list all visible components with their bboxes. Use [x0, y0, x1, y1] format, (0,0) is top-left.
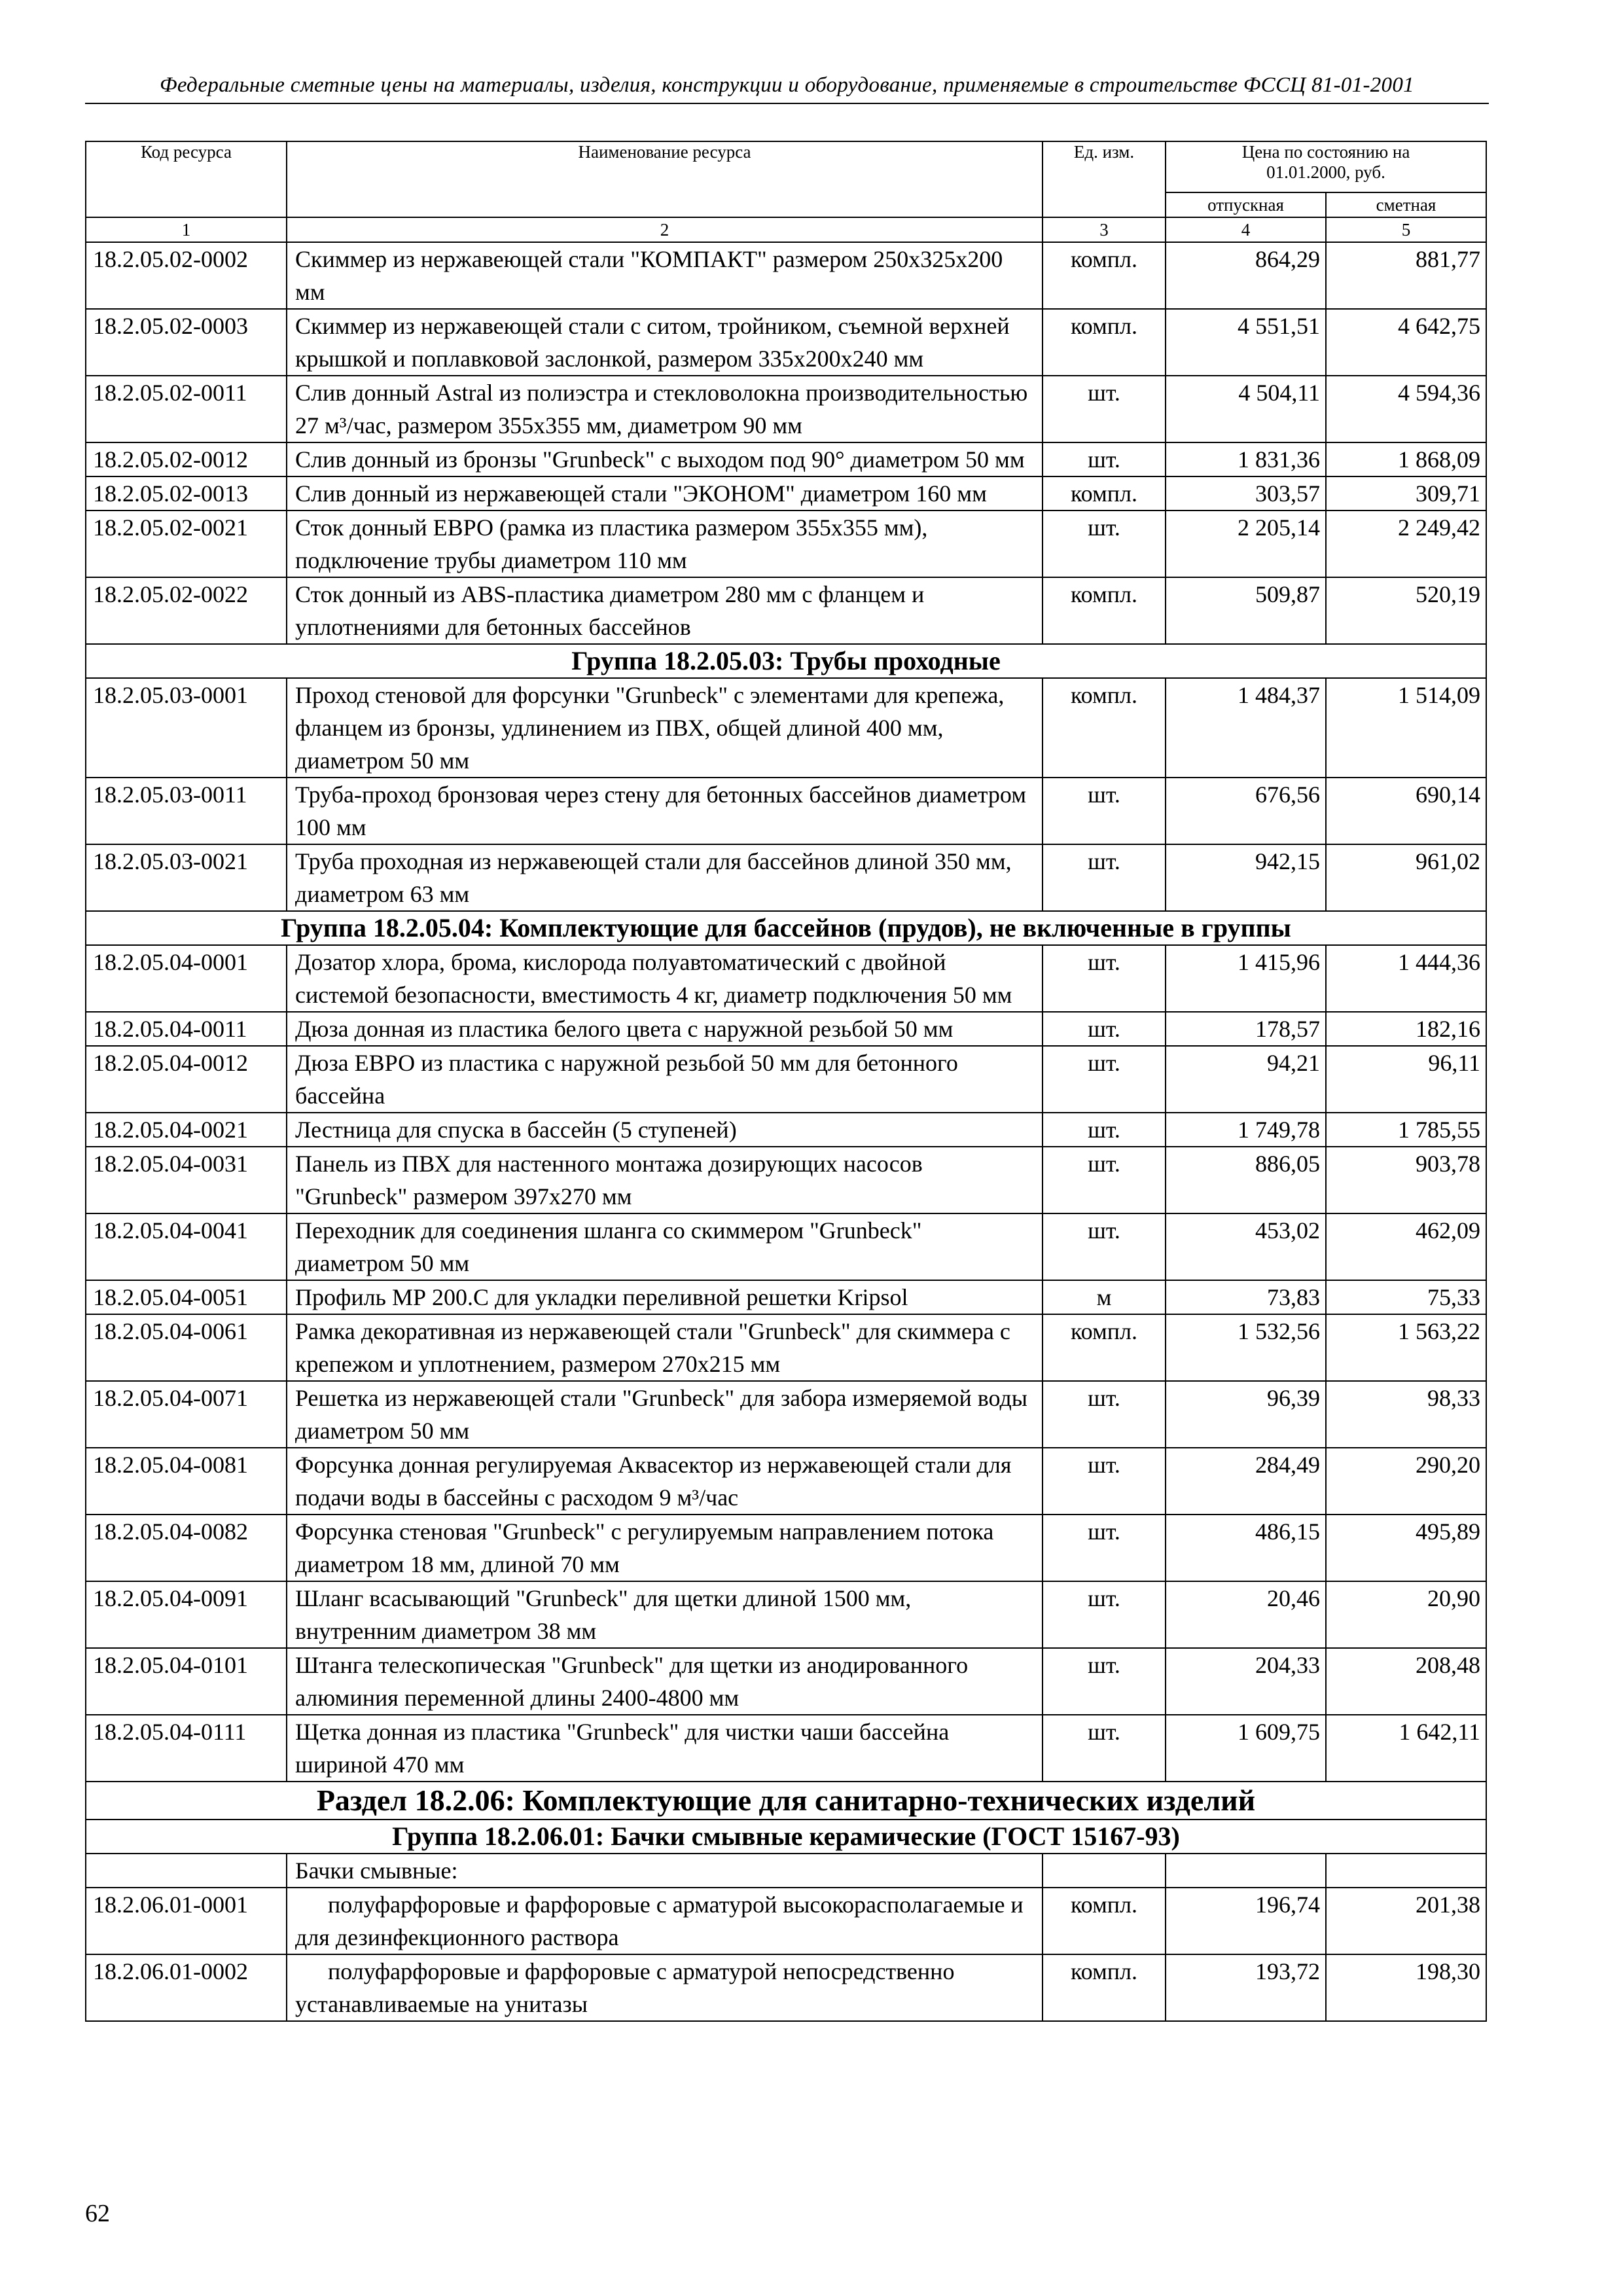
- resource-name: Сток донный из ABS-пластика диаметром 280 мм с фланцем и уплотнениями для бетонных бассейнов: [287, 577, 1043, 644]
- release-price: 453,02: [1166, 1213, 1326, 1280]
- table-row: [86, 1381, 1486, 1448]
- resource-name: Форсунка донная регулируемая Аквасектор из нержавеющей стали для подачи воды в бассейны с расходом 9 м³/час: [287, 1448, 1043, 1515]
- unit-of-measure: шт.: [1043, 1381, 1166, 1448]
- resource-name: Переходник для соединения шланга со скиммером "Grunbeck" диаметром 50 мм: [287, 1213, 1043, 1280]
- unit-of-measure: шт.: [1043, 1581, 1166, 1648]
- empty-cell: [1043, 1854, 1166, 1888]
- table-row: [86, 511, 1486, 577]
- col-header-release: отпускная: [1166, 192, 1326, 217]
- release-price: 1 831,36: [1166, 442, 1326, 476]
- resource-code: 18.2.05.04-0071: [86, 1381, 287, 1448]
- resource-name: Решетка из нержавеющей стали "Grunbeck" для забора измеряемой воды диаметром 50 мм: [287, 1381, 1043, 1448]
- resource-name: Рамка декоративная из нержавеющей стали "Grunbeck" для скиммера с крепежом и уплотнением, размером 270x215 мм: [287, 1314, 1043, 1381]
- resource-code: 18.2.05.02-0002: [86, 242, 287, 309]
- table-row: [86, 678, 1486, 778]
- resource-name: Труба-проход бронзовая через стену для бетонных бассейнов диаметром 100 мм: [287, 778, 1043, 844]
- unit-of-measure: шт.: [1043, 1213, 1166, 1280]
- unit-of-measure: м: [1043, 1280, 1166, 1314]
- table-row: [86, 1213, 1486, 1280]
- estimate-price: 690,14: [1326, 778, 1486, 844]
- resource-name: Шланг всасывающий "Grunbeck" для щетки длиной 1500 мм, внутренним диаметром 38 мм: [287, 1581, 1043, 1648]
- resource-code: 18.2.05.04-0101: [86, 1648, 287, 1715]
- table-row: [86, 1314, 1486, 1381]
- resource-name: Сток донный ЕВРО (рамка из пластика размером 355x355 мм), подключение трубы диаметром 110 мм: [287, 511, 1043, 577]
- resource-name: Дюза ЕВРО из пластика с наружной резьбой 50 мм для бетонного бассейна: [287, 1046, 1043, 1113]
- unit-of-measure: шт.: [1043, 1012, 1166, 1046]
- estimate-price: 290,20: [1326, 1448, 1486, 1515]
- resource-code: 18.2.05.03-0021: [86, 844, 287, 911]
- unit-of-measure: компл.: [1043, 309, 1166, 376]
- resource-code: 18.2.05.02-0022: [86, 577, 287, 644]
- resource-code: 18.2.06.01-0002: [86, 1954, 287, 2021]
- table-row: [86, 1715, 1486, 1782]
- resource-code: 18.2.05.04-0012: [86, 1046, 287, 1113]
- unit-of-measure: шт.: [1043, 1715, 1166, 1782]
- unit-of-measure: компл.: [1043, 678, 1166, 778]
- table-row: [86, 1113, 1486, 1147]
- release-price: 1 415,96: [1166, 945, 1326, 1012]
- release-price: 509,87: [1166, 577, 1326, 644]
- release-price: 204,33: [1166, 1648, 1326, 1715]
- col-number: 3: [1043, 217, 1166, 242]
- group-heading-row: [86, 1820, 1486, 1854]
- resource-code: 18.2.05.04-0011: [86, 1012, 287, 1046]
- table-row: [86, 945, 1486, 1012]
- estimate-price: 75,33: [1326, 1280, 1486, 1314]
- running-header: Федеральные сметные цены на материалы, изделия, конструкции и оборудование, применяемые в строительстве ФССЦ 81-01-2001: [85, 73, 1489, 104]
- section-title: Раздел 18.2.06: Комплектующие для санитарно-технических изделий: [86, 1782, 1486, 1820]
- table-row: [86, 1012, 1486, 1046]
- table-row: [86, 844, 1486, 911]
- unit-of-measure: шт.: [1043, 511, 1166, 577]
- release-price: 96,39: [1166, 1381, 1326, 1448]
- resource-name: Слив донный из нержавеющей стали "ЭКОНОМ" диаметром 160 мм: [287, 476, 1043, 511]
- release-price: 193,72: [1166, 1954, 1326, 2021]
- resource-name: Форсунка стеновая "Grunbeck" с регулируемым направлением потока диаметром 18 мм, длиной 70 мм: [287, 1515, 1043, 1581]
- resource-code: 18.2.05.02-0013: [86, 476, 287, 511]
- resource-name: Панель из ПВХ для настенного монтажа дозирующих насосов "Grunbeck" размером 397x270 мм: [287, 1147, 1043, 1213]
- resource-code: 18.2.06.01-0001: [86, 1888, 287, 1954]
- unit-of-measure: шт.: [1043, 1448, 1166, 1515]
- resource-code: 18.2.05.04-0082: [86, 1515, 287, 1581]
- resource-name: Слив донный Astral из полиэстра и стекловолокна производительностью 27 м³/час, размером 355x355 мм, диаметром 90 мм: [287, 376, 1043, 442]
- estimate-price: 903,78: [1326, 1147, 1486, 1213]
- resource-name: Штанга телескопическая "Grunbeck" для щетки из анодированного алюминия переменной длины 2400-4800 мм: [287, 1648, 1043, 1715]
- release-price: 4 504,11: [1166, 376, 1326, 442]
- empty-cell: [1326, 1854, 1486, 1888]
- table-row: [86, 1581, 1486, 1648]
- estimate-price: 182,16: [1326, 1012, 1486, 1046]
- release-price: 886,05: [1166, 1147, 1326, 1213]
- col-header-estimate: сметная: [1326, 192, 1486, 217]
- resource-name: Дозатор хлора, брома, кислорода полуавтоматический с двойной системой безопасности, вместимость 4 кг, диаметр подключения 50 мм: [287, 945, 1043, 1012]
- resource-name: Лестница для спуска в бассейн (5 ступеней): [287, 1113, 1043, 1147]
- group-title: Группа 18.2.05.04: Комплектующие для бассейнов (прудов), не включенные в группы: [86, 911, 1486, 945]
- table-row: [86, 442, 1486, 476]
- table-row: [86, 778, 1486, 844]
- resource-name: Слив донный из бронзы "Grunbeck" с выходом под 90° диаметром 50 мм: [287, 442, 1043, 476]
- unit-of-measure: шт.: [1043, 1515, 1166, 1581]
- col-header-name: Наименование ресурса: [287, 141, 1043, 217]
- table-row: [86, 577, 1486, 644]
- estimate-price: 96,11: [1326, 1046, 1486, 1113]
- release-price: 73,83: [1166, 1280, 1326, 1314]
- resource-code: 18.2.05.02-0011: [86, 376, 287, 442]
- estimate-price: 495,89: [1326, 1515, 1486, 1581]
- release-price: 284,49: [1166, 1448, 1326, 1515]
- unit-of-measure: шт.: [1043, 778, 1166, 844]
- estimate-price: 881,77: [1326, 242, 1486, 309]
- resource-name: полуфарфоровые и фарфоровые с арматурой непосредственно устанавливаемые на унитазы: [287, 1954, 1043, 2021]
- resource-code: 18.2.05.04-0081: [86, 1448, 287, 1515]
- release-price: 1 484,37: [1166, 678, 1326, 778]
- resource-name: Скиммер из нержавеющей стали "КОМПАКТ" размером 250x325x200 мм: [287, 242, 1043, 309]
- table-row: [86, 309, 1486, 376]
- resource-code: 18.2.05.04-0111: [86, 1715, 287, 1782]
- estimate-price: 1 563,22: [1326, 1314, 1486, 1381]
- estimate-price: 98,33: [1326, 1381, 1486, 1448]
- unit-of-measure: компл.: [1043, 1954, 1166, 2021]
- resource-code: 18.2.05.04-0091: [86, 1581, 287, 1648]
- col-header-price: Цена по состоянию на 01.01.2000, руб.: [1166, 141, 1486, 192]
- resource-code: 18.2.05.02-0003: [86, 309, 287, 376]
- table-row: [86, 1648, 1486, 1715]
- release-price: 942,15: [1166, 844, 1326, 911]
- col-number: 4: [1166, 217, 1326, 242]
- unit-of-measure: компл.: [1043, 242, 1166, 309]
- estimate-price: 20,90: [1326, 1581, 1486, 1648]
- table-row: [86, 476, 1486, 511]
- subheading-text: Бачки смывные:: [287, 1854, 1043, 1888]
- estimate-price: 961,02: [1326, 844, 1486, 911]
- estimate-price: 1 444,36: [1326, 945, 1486, 1012]
- resource-code: 18.2.05.04-0021: [86, 1113, 287, 1147]
- resource-code: 18.2.05.02-0021: [86, 511, 287, 577]
- unit-of-measure: шт.: [1043, 1046, 1166, 1113]
- resource-name: Труба проходная из нержавеющей стали для бассейнов длиной 350 мм, диаметром 63 мм: [287, 844, 1043, 911]
- resource-code: 18.2.05.04-0031: [86, 1147, 287, 1213]
- price-table: [85, 141, 1487, 2022]
- resource-name: Проход стеновой для форсунки "Grunbeck" с элементами для крепежа, фланцем из бронзы, удлинением из ПВХ, общей длиной 400 мм, диаметром 50 мм: [287, 678, 1043, 778]
- unit-of-measure: шт.: [1043, 1113, 1166, 1147]
- release-price: 486,15: [1166, 1515, 1326, 1581]
- unit-of-measure: шт.: [1043, 844, 1166, 911]
- table-header: [86, 141, 1486, 242]
- col-header-code: Код ресурса: [86, 141, 287, 217]
- estimate-price: 462,09: [1326, 1213, 1486, 1280]
- page-number: 62: [85, 2200, 110, 2227]
- resource-name: Скиммер из нержавеющей стали с ситом, тройником, съемной верхней крышкой и поплавковой заслонкой, размером 335x200x240 мм: [287, 309, 1043, 376]
- price-sheet: [85, 141, 1487, 2022]
- estimate-price: 208,48: [1326, 1648, 1486, 1715]
- resource-name: полуфарфоровые и фарфоровые с арматурой высокорасполагаемые и для дезинфекционного раствора: [287, 1888, 1043, 1954]
- unit-of-measure: компл.: [1043, 1888, 1166, 1954]
- estimate-price: 1 642,11: [1326, 1715, 1486, 1782]
- col-header-unit: Ед. изм.: [1043, 141, 1166, 217]
- release-price: 20,46: [1166, 1581, 1326, 1648]
- estimate-price: 520,19: [1326, 577, 1486, 644]
- unit-of-measure: компл.: [1043, 476, 1166, 511]
- release-price: 1 532,56: [1166, 1314, 1326, 1381]
- release-price: 864,29: [1166, 242, 1326, 309]
- estimate-price: 2 249,42: [1326, 511, 1486, 577]
- estimate-price: 4 594,36: [1326, 376, 1486, 442]
- estimate-price: 309,71: [1326, 476, 1486, 511]
- estimate-price: 1 868,09: [1326, 442, 1486, 476]
- release-price: 2 205,14: [1166, 511, 1326, 577]
- unit-of-measure: компл.: [1043, 577, 1166, 644]
- release-price: 196,74: [1166, 1888, 1326, 1954]
- unit-of-measure: шт.: [1043, 442, 1166, 476]
- release-price: 1 749,78: [1166, 1113, 1326, 1147]
- resource-code: 18.2.05.04-0051: [86, 1280, 287, 1314]
- group-title: Группа 18.2.05.03: Трубы проходные: [86, 644, 1486, 678]
- estimate-price: 4 642,75: [1326, 309, 1486, 376]
- group-heading-row: [86, 911, 1486, 945]
- resource-name: Дюза донная из пластика белого цвета с наружной резьбой 50 мм: [287, 1012, 1043, 1046]
- empty-cell: [1166, 1854, 1326, 1888]
- release-price: 1 609,75: [1166, 1715, 1326, 1782]
- resource-code: 18.2.05.04-0041: [86, 1213, 287, 1280]
- resource-name: Профиль МР 200.С для укладки переливной решетки Kripsol: [287, 1280, 1043, 1314]
- resource-code: 18.2.05.03-0001: [86, 678, 287, 778]
- unit-of-measure: шт.: [1043, 1147, 1166, 1213]
- release-price: 303,57: [1166, 476, 1326, 511]
- table-row: [86, 1954, 1486, 2021]
- table-row: [86, 376, 1486, 442]
- subheading-row: [86, 1854, 1486, 1888]
- resource-code: 18.2.05.03-0011: [86, 778, 287, 844]
- group-heading-row: [86, 644, 1486, 678]
- resource-name: Щетка донная из пластика "Grunbeck" для чистки чаши бассейна шириной 470 мм: [287, 1715, 1043, 1782]
- table-row: [86, 1147, 1486, 1213]
- table-row: [86, 1888, 1486, 1954]
- estimate-price: 201,38: [1326, 1888, 1486, 1954]
- estimate-price: 1 785,55: [1326, 1113, 1486, 1147]
- release-price: 4 551,51: [1166, 309, 1326, 376]
- col-number: 5: [1326, 217, 1486, 242]
- resource-code: 18.2.05.04-0061: [86, 1314, 287, 1381]
- release-price: 178,57: [1166, 1012, 1326, 1046]
- table-body: [86, 242, 1486, 2021]
- unit-of-measure: шт.: [1043, 1648, 1166, 1715]
- unit-of-measure: компл.: [1043, 1314, 1166, 1381]
- col-number: 1: [86, 217, 287, 242]
- table-row: [86, 1448, 1486, 1515]
- table-row: [86, 242, 1486, 309]
- empty-cell: [86, 1854, 287, 1888]
- col-number: 2: [287, 217, 1043, 242]
- unit-of-measure: шт.: [1043, 376, 1166, 442]
- table-row: [86, 1280, 1486, 1314]
- release-price: 94,21: [1166, 1046, 1326, 1113]
- group-title: Группа 18.2.06.01: Бачки смывные керамические (ГОСТ 15167-93): [86, 1820, 1486, 1854]
- unit-of-measure: шт.: [1043, 945, 1166, 1012]
- table-row: [86, 1046, 1486, 1113]
- estimate-price: 198,30: [1326, 1954, 1486, 2021]
- release-price: 676,56: [1166, 778, 1326, 844]
- resource-code: 18.2.05.02-0012: [86, 442, 287, 476]
- section-heading-row: [86, 1782, 1486, 1820]
- estimate-price: 1 514,09: [1326, 678, 1486, 778]
- resource-code: 18.2.05.04-0001: [86, 945, 287, 1012]
- table-row: [86, 1515, 1486, 1581]
